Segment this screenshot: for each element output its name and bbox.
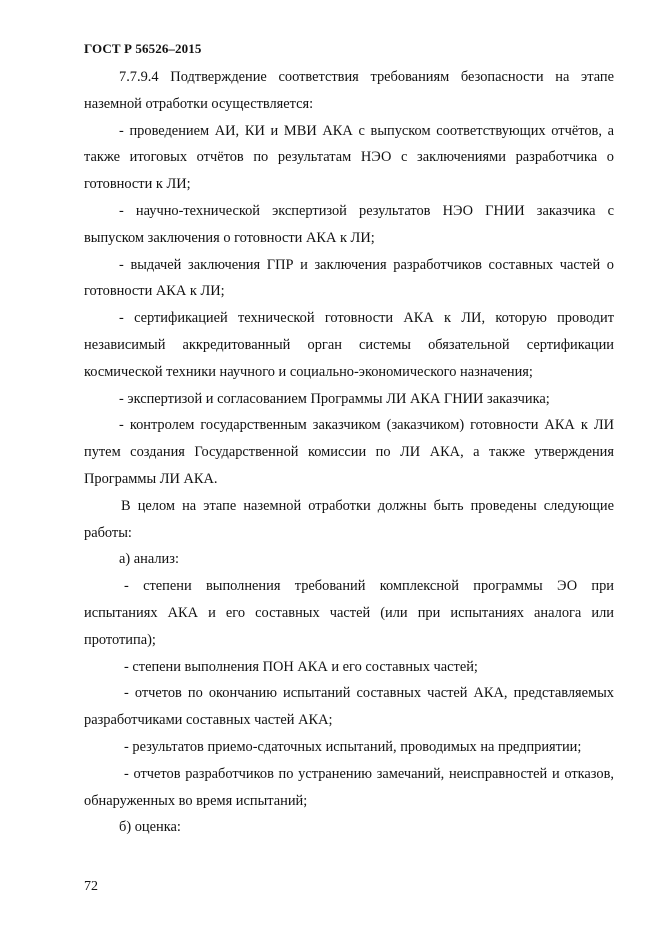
list-item: - сертификацией технической готовности АКА к ЛИ, которую проводит независимый аккредитованный орган системы обязательной сертификации космической техники научного и социально-экономического назначения; bbox=[84, 310, 614, 380]
sublist-label-a: а) анализ: bbox=[119, 551, 179, 568]
list-item: - степени выполнения требований комплексной программы ЭО при испытаниях АКА и его составных частей (или при испытаниях аналога или прототипа); bbox=[84, 578, 614, 648]
sublist-label-b: б) оценка: bbox=[119, 819, 181, 836]
list-item: - экспертизой и согласованием Программы ЛИ АКА ГНИИ заказчика; bbox=[119, 390, 550, 407]
list-item: - научно-технической экспертизой результатов НЭО ГНИИ заказчика с выпуском заключения о готовности АКА к ЛИ; bbox=[84, 202, 614, 246]
list-item: - контролем государственным заказчиком (заказчиком) готовности АКА к ЛИ путем создания Государственной комиссии по ЛИ АКА, а также утверждения Программы ЛИ АКА. bbox=[84, 417, 614, 487]
list-item: - отчетов по окончанию испытаний составных частей АКА, представляемых разработчиками составных частей АКА; bbox=[84, 685, 614, 729]
list-item: - проведением АИ, КИ и МВИ АКА с выпуском соответствующих отчётов, а также итоговых отчётов по результатам НЭО с заключениями разработчика о готовности к ЛИ; bbox=[84, 122, 614, 193]
paragraph-7-7-9-4: 7.7.9.4 Подтверждение соответствия требованиям безопасности на этапе наземной отработки осуществляется: bbox=[84, 69, 614, 112]
list-item: - результатов приемо-сдаточных испытаний, проводимых на предприятии; bbox=[124, 738, 582, 755]
list-item: - степени выполнения ПОН АКА и его составных частей; bbox=[124, 658, 478, 675]
paragraph-general: В целом на этапе наземной отработки должны быть проведены следующие работы: bbox=[84, 497, 614, 541]
page-number: 72 bbox=[84, 879, 98, 894]
list-item: - выдачей заключения ГПР и заключения разработчиков составных частей о готовности АКА к ЛИ; bbox=[84, 256, 614, 300]
list-item: - отчетов разработчиков по устранению замечаний, неисправностей и отказов, обнаруженных во время испытаний; bbox=[84, 765, 614, 809]
body-text bbox=[84, 64, 614, 841]
standard-header: ГОСТ Р 56526–2015 bbox=[84, 41, 202, 56]
